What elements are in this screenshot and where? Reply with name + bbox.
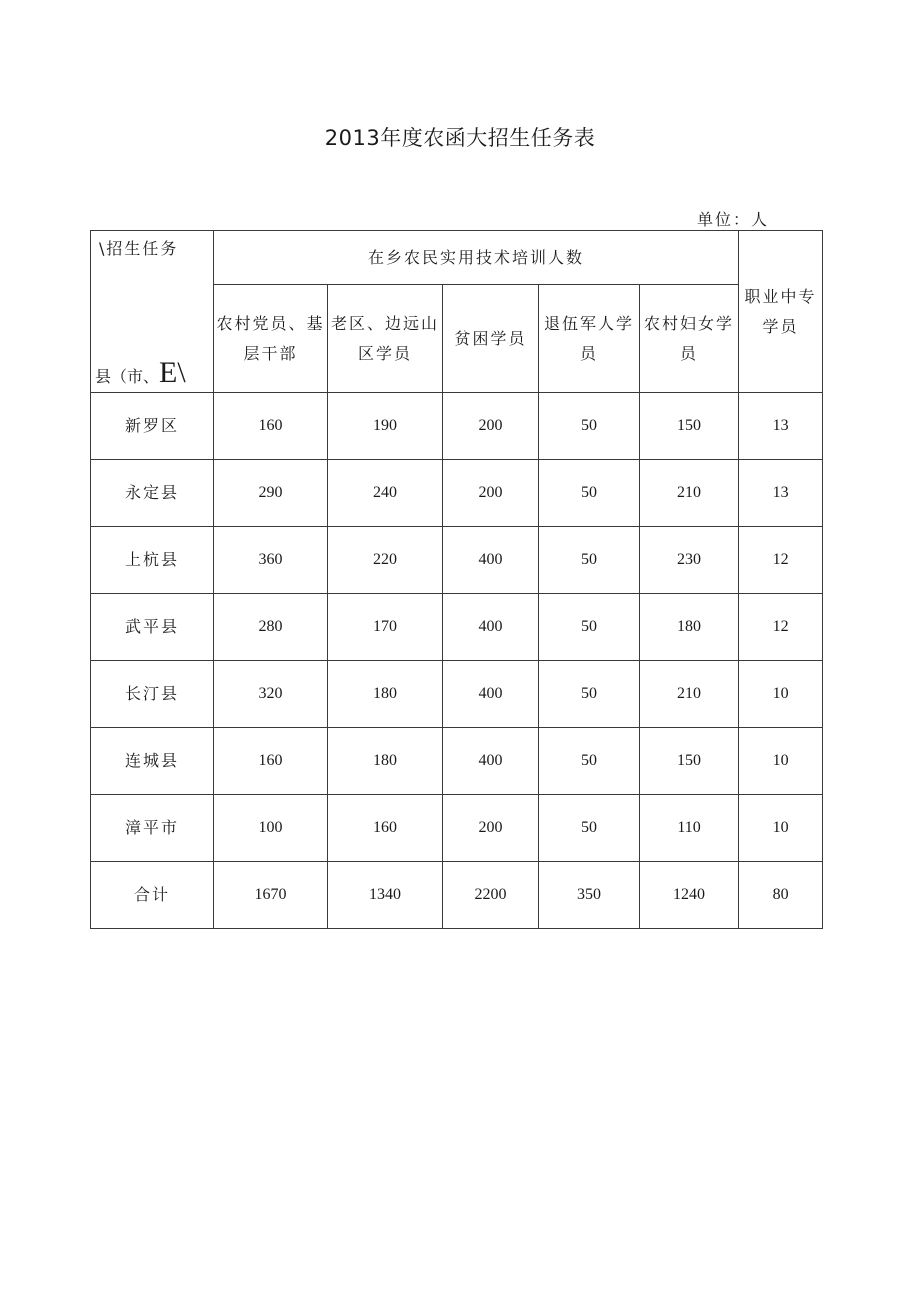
corner-header-bottom [95,355,186,389]
row-name: 连城县 [91,728,214,795]
row-name: 永定县 [91,460,214,527]
table-cell: 80 [739,862,823,929]
corner-header-bottom-big: E\ [159,355,186,389]
column-header-veterans: 退伍军人学员 [539,285,640,393]
table-cell: 200 [443,795,539,862]
table-cell: 10 [739,728,823,795]
table-cell: 320 [214,661,328,728]
table-cell: 50 [539,594,640,661]
column-header-remote-areas: 老区、边远山区学员 [328,285,443,393]
table-cell: 280 [214,594,328,661]
table-cell: 150 [640,393,739,460]
corner-header-cell [91,231,214,393]
table-row-total [91,862,823,929]
table-cell: 230 [640,527,739,594]
table-cell: 100 [214,795,328,862]
table-cell: 50 [539,393,640,460]
table-row [91,393,823,460]
table-cell: 200 [443,393,539,460]
table-cell: 400 [443,661,539,728]
table-row [91,795,823,862]
table-cell: 1340 [328,862,443,929]
row-name: 合计 [91,862,214,929]
table-cell: 10 [739,795,823,862]
table-cell: 13 [739,460,823,527]
table-cell: 50 [539,460,640,527]
column-header-rural-women: 农村妇女学员 [640,285,739,393]
table-row [91,728,823,795]
table-cell: 1670 [214,862,328,929]
column-header-poor-students: 贫困学员 [443,285,539,393]
table-cell: 110 [640,795,739,862]
table-row [91,661,823,728]
table-cell: 50 [539,728,640,795]
column-header-party-cadres: 农村党员、基层干部 [214,285,328,393]
table-cell: 160 [328,795,443,862]
table-cell: 13 [739,393,823,460]
enrollment-task-table [90,230,823,929]
table-cell: 170 [328,594,443,661]
table-cell: 180 [640,594,739,661]
table-cell: 160 [214,393,328,460]
table-cell: 350 [539,862,640,929]
table-cell: 1240 [640,862,739,929]
page-title: 2013年度农函大招生任务表 [324,126,596,150]
row-name: 上杭县 [91,527,214,594]
row-name: 新罗区 [91,393,214,460]
table-cell: 50 [539,795,640,862]
table-cell: 10 [739,661,823,728]
table-cell: 290 [214,460,328,527]
table-cell: 12 [739,527,823,594]
table-cell: 50 [539,527,640,594]
table-cell: 400 [443,728,539,795]
unit-label: 单位：人 [697,210,770,229]
table-cell: 210 [640,661,739,728]
table-row [91,460,823,527]
table-row [91,527,823,594]
corner-header-bottom-text: 县（市、 [95,366,160,386]
table-cell: 160 [214,728,328,795]
table-cell: 190 [328,393,443,460]
table-cell: 220 [328,527,443,594]
table-cell: 400 [443,527,539,594]
table-cell: 50 [539,661,640,728]
corner-header-top: \招生任务 [99,238,179,258]
table-cell: 240 [328,460,443,527]
row-name: 漳平市 [91,795,214,862]
table-cell: 180 [328,661,443,728]
row-name: 长汀县 [91,661,214,728]
row-name: 武平县 [91,594,214,661]
table-cell: 360 [214,527,328,594]
table-cell: 400 [443,594,539,661]
column-header-vocational: 职业中专学员 [739,231,823,393]
table-cell: 2200 [443,862,539,929]
table-cell: 12 [739,594,823,661]
table-row [91,594,823,661]
table-cell: 180 [328,728,443,795]
group-header: 在乡农民实用技术培训人数 [214,231,739,285]
table-cell: 150 [640,728,739,795]
table-cell: 210 [640,460,739,527]
table-cell: 200 [443,460,539,527]
